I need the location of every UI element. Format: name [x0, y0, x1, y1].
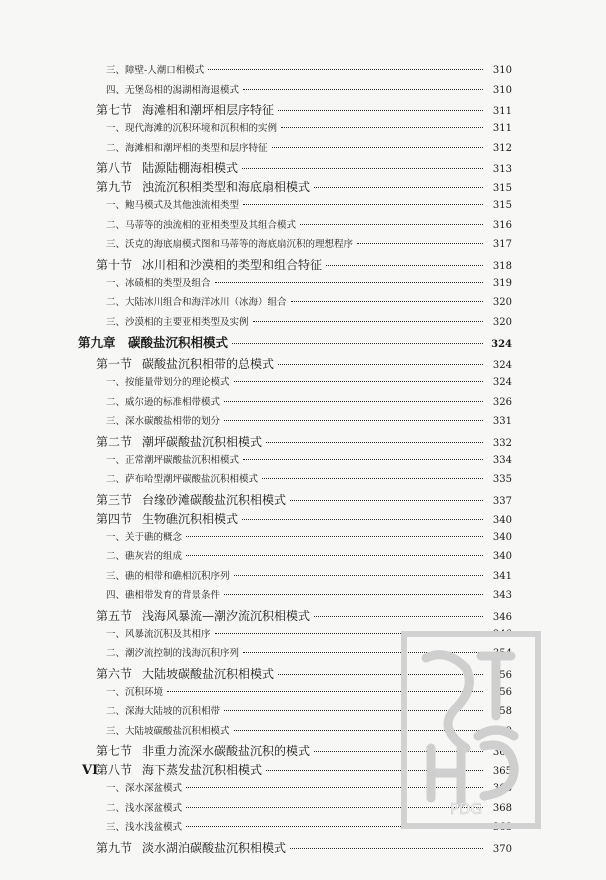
toc-section-label — [96, 355, 274, 372]
dot-leader — [242, 168, 483, 169]
section-title: 海滩相和潮坪相层序特征 — [142, 103, 275, 117]
page-number: 324 — [491, 339, 512, 350]
section-number: 第七节 — [96, 103, 133, 117]
toc-item-entry — [0, 294, 606, 314]
toc-chapter-entry — [0, 333, 606, 355]
toc-item-entry — [0, 140, 606, 160]
page-number: 315 — [492, 200, 512, 211]
section-number: 第九节 — [96, 180, 133, 194]
page-number: 368 — [492, 802, 512, 814]
item-title: 三、浅水浅盆模式 — [106, 822, 183, 833]
page-number: 311 — [492, 106, 512, 117]
page-number: 340 — [492, 531, 512, 543]
section-title: 台缘砂滩碳酸盐沉积相模式 — [142, 492, 287, 507]
page-number: 320 — [492, 297, 512, 308]
item-title: 四、礁相带发育的背景条件 — [106, 590, 221, 601]
dot-leader — [234, 381, 483, 382]
toc-section-label — [96, 607, 310, 624]
item-title: 一、风暴流沉积及其相序 — [106, 628, 211, 640]
page-number: 312 — [492, 142, 512, 154]
page-number: 362 — [492, 747, 512, 758]
item-title: 三、沃克的海底扇模式图和马蒂等的海底扇沉积的理想程序 — [106, 239, 354, 250]
page-number: 318 — [492, 260, 512, 272]
section-title: 浊流沉积相类型和海底扇相模式 — [142, 180, 311, 194]
page-number: 341 — [492, 570, 512, 582]
dot-leader — [266, 442, 483, 443]
item-title: 四、无堡岛相的潟湖相海退模式 — [106, 84, 240, 96]
page-number: 331 — [492, 416, 512, 427]
item-title: 二、大陆冰川组合和海洋冰川（冰海）组合 — [106, 297, 287, 308]
section-number: 第四节 — [96, 511, 133, 526]
dot-leader — [208, 69, 483, 70]
item-title: 一、沉积环境 — [106, 686, 164, 698]
item-title: 三、障壁-人潮口相模式 — [106, 65, 205, 76]
section-title: 浅海风暴流—潮汐流沉积相模式 — [142, 608, 311, 623]
page-number: 334 — [492, 454, 512, 466]
section-number: 第三节 — [96, 492, 133, 507]
item-title: 三、大陆坡碳酸盐沉积相模式 — [106, 725, 230, 737]
toc-section-entry — [0, 607, 606, 626]
page-number: 359 — [492, 725, 512, 737]
toc-section-label — [96, 101, 274, 118]
page-number: 368 — [492, 822, 512, 833]
section-title: 潮坪碳酸盐沉积相模式 — [142, 434, 263, 449]
page-number: 324 — [492, 360, 512, 371]
toc-item-entry — [0, 548, 606, 568]
section-title: 淡水湖泊碳酸盐沉积相模式 — [142, 840, 287, 855]
dot-leader — [314, 616, 483, 617]
page-number: 311 — [492, 123, 512, 134]
page-number: 310 — [492, 65, 512, 76]
toc-item-entry — [0, 568, 606, 588]
page-number: 317 — [492, 239, 512, 250]
toc-item-entry — [0, 413, 606, 433]
toc-item-entry — [0, 374, 606, 394]
toc-section-entry — [0, 510, 606, 529]
dot-leader — [242, 519, 483, 520]
section-title: 冰川相和沙漠相的类型和组合特征 — [142, 257, 323, 272]
toc-section-label — [96, 665, 274, 682]
item-title: 一、关于礁的概念 — [106, 531, 183, 543]
dot-leader — [243, 89, 483, 90]
page-number: 340 — [492, 514, 512, 526]
chapter-title: 第九章 碳酸盐沉积相模式 — [78, 335, 229, 350]
toc-section-entry — [0, 178, 606, 197]
section-title: 陆源陆棚海相模式 — [142, 161, 239, 175]
dot-leader — [186, 536, 483, 537]
item-title: 一、正常潮坪碳酸盐沉积相模式 — [106, 454, 240, 466]
page-number: 335 — [492, 474, 512, 485]
dot-leader — [278, 364, 483, 365]
item-title: 一、现代海滩的沉积环境和沉积相的实例 — [106, 123, 278, 134]
toc-item-entry — [0, 471, 606, 491]
page-number: 346 — [492, 611, 512, 623]
page-number: 358 — [492, 706, 512, 717]
dot-leader — [281, 127, 483, 128]
page-number: 324 — [492, 377, 512, 388]
toc-section-entry — [0, 355, 606, 374]
dot-leader — [224, 420, 483, 421]
toc-section-entry — [0, 256, 606, 275]
toc-section-label — [96, 839, 286, 856]
item-title: 一、鲍马模式及其他浊流相类型 — [106, 200, 240, 211]
item-title: 二、萨布哈型潮坪碳酸盐沉积相模式 — [106, 474, 259, 485]
toc-section-label — [96, 433, 262, 450]
item-title: 一、按能量带划分的理论模式 — [106, 377, 230, 388]
dot-leader — [215, 282, 483, 283]
toc-item-entry — [0, 82, 606, 102]
section-number: 第八节 — [96, 161, 133, 175]
toc-item-entry — [0, 217, 606, 237]
item-title: 二、海滩相和潮坪相的类型和层序特征 — [106, 142, 268, 154]
dot-leader — [224, 594, 483, 595]
page-number: 316 — [492, 219, 512, 231]
dot-leader — [232, 343, 483, 344]
toc-section-entry — [0, 101, 606, 120]
page-number: 354 — [492, 648, 512, 659]
section-title: 海下蒸发盐沉积相模式 — [142, 763, 263, 777]
page-number: 313 — [492, 164, 512, 175]
toc-item-entry — [0, 314, 606, 334]
item-title: 三、深水碳酸盐相带的划分 — [106, 416, 221, 427]
toc-section-label — [96, 491, 286, 508]
stamp-text: PDG — [449, 800, 483, 818]
dot-leader — [243, 204, 483, 205]
page-number: 310 — [492, 84, 512, 96]
item-title: 三、沙漠相的主要亚相类型及实例 — [106, 316, 249, 328]
section-number: 第十节 — [96, 257, 133, 272]
library-stamp-watermark — [396, 628, 546, 833]
page-number: 320 — [492, 316, 512, 328]
toc-item-entry — [0, 62, 606, 82]
section-number: 第五节 — [96, 608, 133, 623]
item-title: 二、浅水深盆模式 — [106, 802, 183, 814]
page-number: 343 — [492, 590, 512, 601]
page-number: 366 — [492, 783, 512, 794]
toc-section-entry — [0, 433, 606, 452]
item-title: 二、礁灰岩的组成 — [106, 551, 183, 562]
toc-item-entry — [0, 275, 606, 295]
item-title: 二、潮汐流控制的浅海沉积序列 — [106, 648, 240, 659]
toc-section-entry — [0, 159, 606, 178]
section-title: 非重力流深水碳酸盐沉积的模式 — [142, 744, 311, 758]
toc-item-entry — [0, 452, 606, 472]
page-number: 346 — [492, 628, 512, 640]
page-number: 365 — [492, 766, 512, 777]
page-number: 370 — [492, 843, 512, 855]
dot-leader — [262, 478, 483, 479]
section-title: 生物礁沉积相模式 — [142, 511, 239, 526]
page-number: 356 — [492, 669, 512, 681]
dot-leader — [234, 575, 483, 576]
section-number: 第六节 — [96, 666, 133, 681]
toc-item-entry — [0, 529, 606, 549]
section-number: 第八节 — [96, 763, 133, 777]
page-number: 356 — [492, 686, 512, 698]
page-number: 319 — [492, 277, 512, 289]
toc-item-entry — [0, 197, 606, 217]
page-number: 315 — [492, 183, 512, 194]
item-title: 一、深水深盆模式 — [106, 783, 183, 794]
toc-section-label — [96, 159, 238, 176]
toc-item-entry — [0, 236, 606, 256]
page-number: 337 — [492, 495, 512, 507]
section-title: 大陆坡碳酸盐沉积相模式 — [142, 666, 275, 681]
item-title: 二、马蒂等的浊流相的亚相类型及其组合模式 — [106, 219, 297, 231]
section-number: 第二节 — [96, 434, 133, 449]
section-number: 第九节 — [96, 840, 133, 855]
toc-section-label — [96, 256, 322, 273]
page-number: 340 — [492, 551, 512, 562]
page-number: 332 — [492, 437, 512, 449]
dot-leader — [290, 848, 483, 849]
item-title: 二、威尔逊的标准相带模式 — [106, 396, 221, 408]
page-number: 326 — [492, 396, 512, 408]
toc-section-entry — [0, 491, 606, 510]
dot-leader — [326, 265, 483, 266]
toc-section-label — [96, 761, 262, 778]
page-folio: VI — [82, 763, 99, 778]
toc-section-entry — [0, 839, 606, 858]
dot-leader — [357, 243, 483, 244]
item-title: 三、礁的相带和礁相沉积序列 — [106, 570, 230, 582]
dot-leader — [278, 110, 483, 111]
toc-section-label — [96, 178, 310, 195]
toc-section-label — [96, 510, 238, 527]
toc-item-entry — [0, 587, 606, 607]
dot-leader — [272, 147, 483, 148]
toc-section-label — [96, 742, 310, 759]
toc-item-entry — [0, 394, 606, 414]
dot-leader — [253, 321, 483, 322]
section-title: 碳酸盐沉积相带的总模式 — [142, 357, 275, 371]
dot-leader — [186, 555, 483, 556]
dot-leader — [291, 301, 483, 302]
item-title: 二、深海大陆坡的沉积相带 — [106, 706, 221, 717]
dot-leader — [243, 459, 483, 460]
toc-item-entry — [0, 120, 606, 140]
section-number: 第一节 — [96, 357, 133, 371]
dot-leader — [314, 187, 483, 188]
item-title: 一、冰碛相的类型及组合 — [106, 277, 211, 289]
dot-leader — [300, 224, 483, 225]
section-number: 第七节 — [96, 744, 133, 758]
dot-leader — [224, 401, 483, 402]
dot-leader — [290, 500, 483, 501]
